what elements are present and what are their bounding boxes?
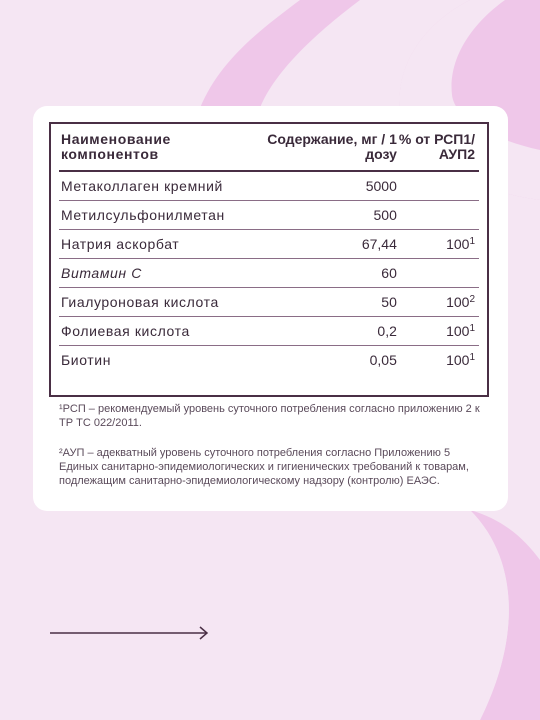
- table-row: [59, 229, 479, 258]
- footnote-mark: 1: [469, 322, 475, 334]
- footnotes: [59, 402, 489, 504]
- footnote-mark: 1: [469, 351, 475, 363]
- component-amount: 60: [259, 258, 397, 287]
- component-name: Гиалуроновая кислота: [59, 287, 259, 316]
- component-amount: 50: [259, 287, 397, 316]
- component-percent: [397, 258, 479, 287]
- component-name: Метилсульфонилметан: [59, 200, 259, 229]
- component-amount: 5000: [259, 171, 397, 200]
- component-percent: [397, 316, 479, 345]
- composition-card: [33, 106, 508, 511]
- footnote-mark: 2: [469, 293, 475, 305]
- table-header-row: [59, 124, 479, 171]
- table-row: [59, 287, 479, 316]
- footnote-1: ¹РСП – рекомендуемый уровень суточного потребления согласно приложению 2 к ТР ТС 022/2011.: [59, 403, 480, 429]
- composition-table-frame: [49, 122, 489, 397]
- table-row: [59, 171, 479, 200]
- percent-value: 100: [446, 235, 470, 252]
- percent-value: 100: [446, 293, 470, 310]
- component-percent: [397, 200, 479, 229]
- component-name: Витамин С: [59, 258, 259, 287]
- component-percent: [397, 345, 479, 374]
- table-row: [59, 200, 479, 229]
- component-amount: 0,2: [259, 316, 397, 345]
- component-percent: [397, 229, 479, 258]
- component-percent: [397, 171, 479, 200]
- component-name: Фолиевая кислота: [59, 316, 259, 345]
- component-percent: [397, 287, 479, 316]
- footnote-2: ²АУП – адекватный уровень суточного потребления согласно Приложению 5 Единых санитарно-эпидемиологических и гигиенических требований к товарам, подлежащим санитарно-эпидемиологическому надзору (контролю) ЕАЭС.: [59, 447, 469, 487]
- component-name: Натрия аскорбат: [59, 229, 259, 258]
- footnote-mark: 1: [469, 235, 475, 247]
- component-name: Метаколлаген кремний: [59, 171, 259, 200]
- table-row: [59, 258, 479, 287]
- table-row: [59, 316, 479, 345]
- header-name: Наименование компонентов: [59, 124, 259, 171]
- composition-table: [59, 124, 479, 374]
- percent-value: 100: [446, 322, 470, 339]
- component-name: Биотин: [61, 351, 112, 368]
- component-amount: 500: [259, 200, 397, 229]
- header-percent: % от РСП1/ АУП2: [397, 124, 479, 171]
- percent-value: 100: [446, 351, 470, 368]
- component-amount: 67,44: [259, 229, 397, 258]
- table-row: [59, 345, 479, 374]
- arrow-right-icon[interactable]: [50, 624, 212, 642]
- component-amount: 0,05: [369, 351, 397, 368]
- header-amount: Содержание, мг / 1 дозу: [259, 124, 397, 171]
